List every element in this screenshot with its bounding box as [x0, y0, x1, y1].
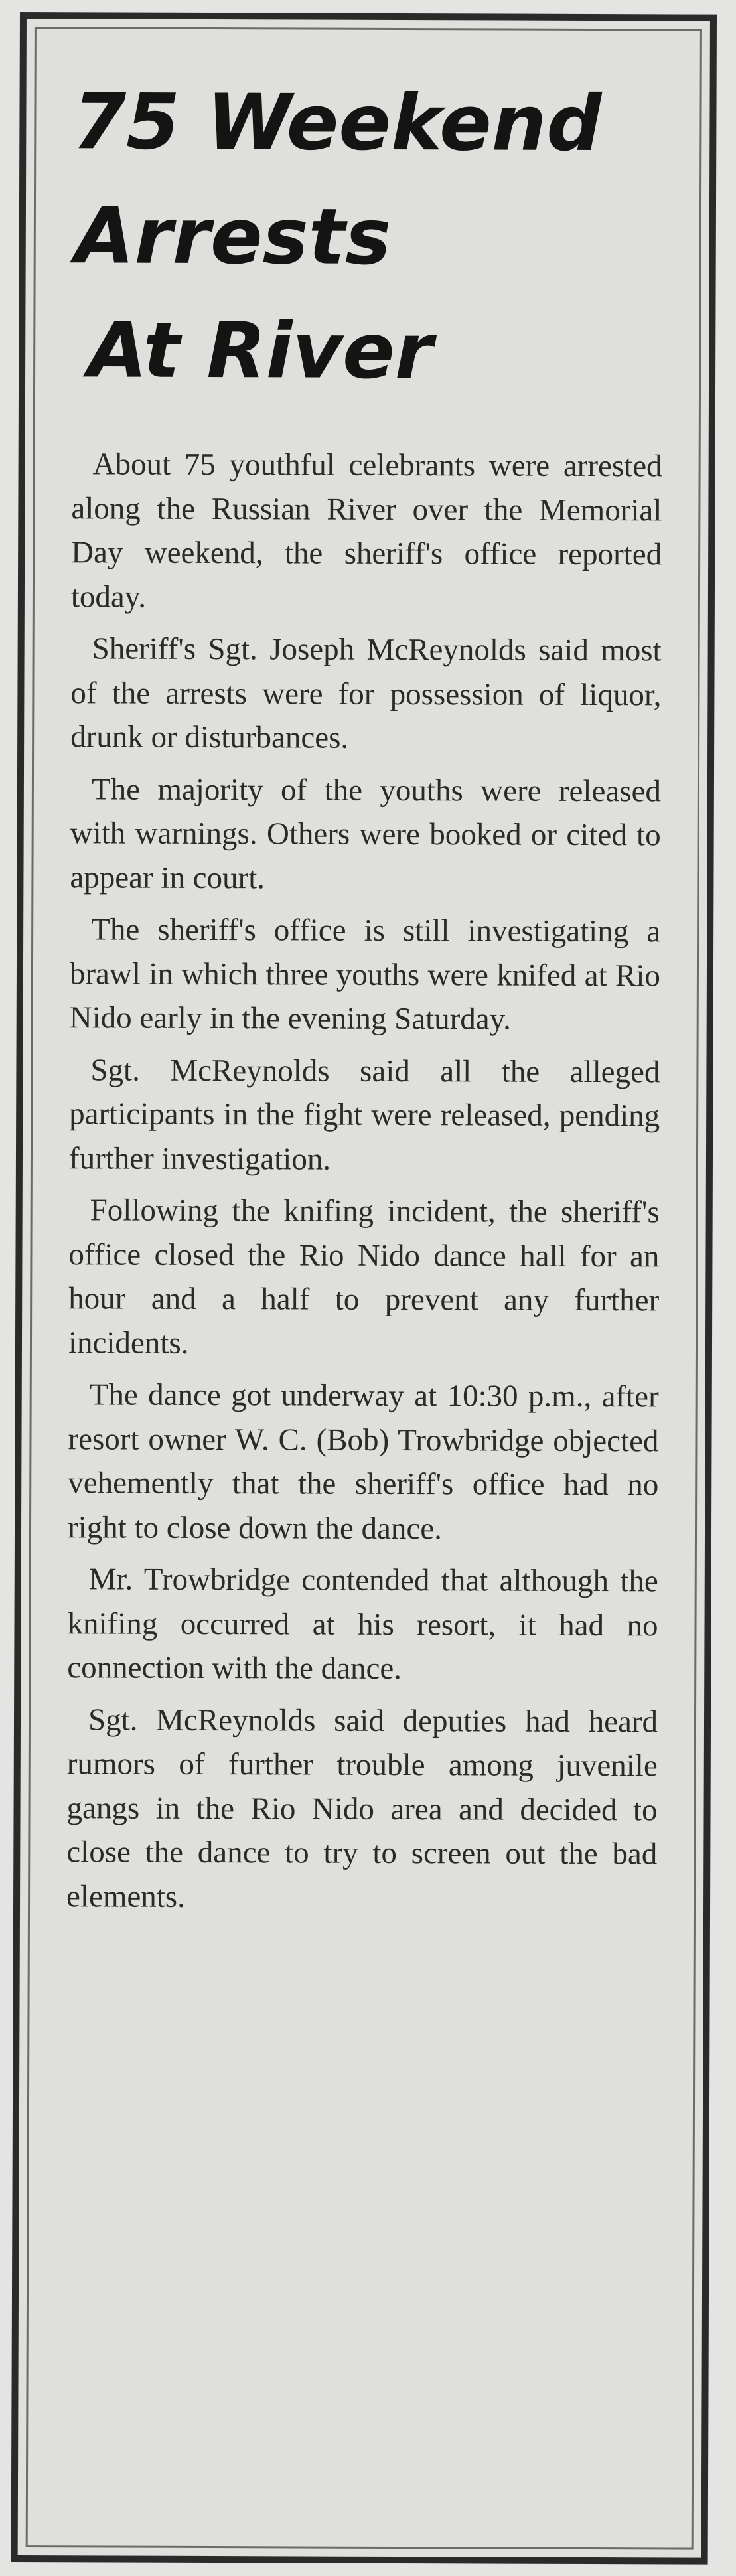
article-paragraph: Mr. Trowbridge contended that although the knifing occurred at his resort, it had no connection with the dance.: [67, 1562, 658, 1687]
headline-line-1: 75 Weekend: [72, 77, 602, 169]
article-paragraph: About 75 youthful celebrants were arrested along the Russian River over the Memorial Day weekend, the sheriff's office reported today.: [70, 447, 662, 615]
article-paragraph: Following the knifing incident, the sheriff's office closed the Rio Nido dance hall for an hour and a half to prevent any further incidents.: [68, 1193, 660, 1361]
article-paragraph: The dance got underway at 10:30 p.m., after resort owner W. C. (Bob) Trowbridge objected vehemently that the sheriff's office had no right to close down the dance.: [67, 1377, 659, 1546]
article-body: [66, 442, 662, 1920]
headline: [72, 65, 664, 410]
article-paragraph: Sheriff's Sgt. Joseph McReynolds said most of the arrests were for possession of liquor, drunk or disturbances.: [70, 631, 662, 755]
headline-line-3: At River: [87, 305, 433, 397]
article-paragraph: The sheriff's office is still investigating a brawl in which three youths were knifed at Rio Nido early in the evening Saturday.: [69, 912, 661, 1037]
article-paragraph: Sgt. McReynolds said all the alleged participants in the fight were released, pending further investigation.: [68, 1052, 660, 1177]
newspaper-clipping: [11, 12, 717, 2565]
article-paragraph: The majority of the youths were released with warnings. Others were booked or cited to appear in court.: [70, 771, 661, 895]
headline-line-2: Arrests: [74, 191, 392, 282]
article-paragraph: Sgt. McReynolds said deputies had heard rumors of further trouble among juvenile gangs in the Rio Nido area and decided to close the dance to try to screen out the bad elements.: [66, 1702, 658, 1914]
